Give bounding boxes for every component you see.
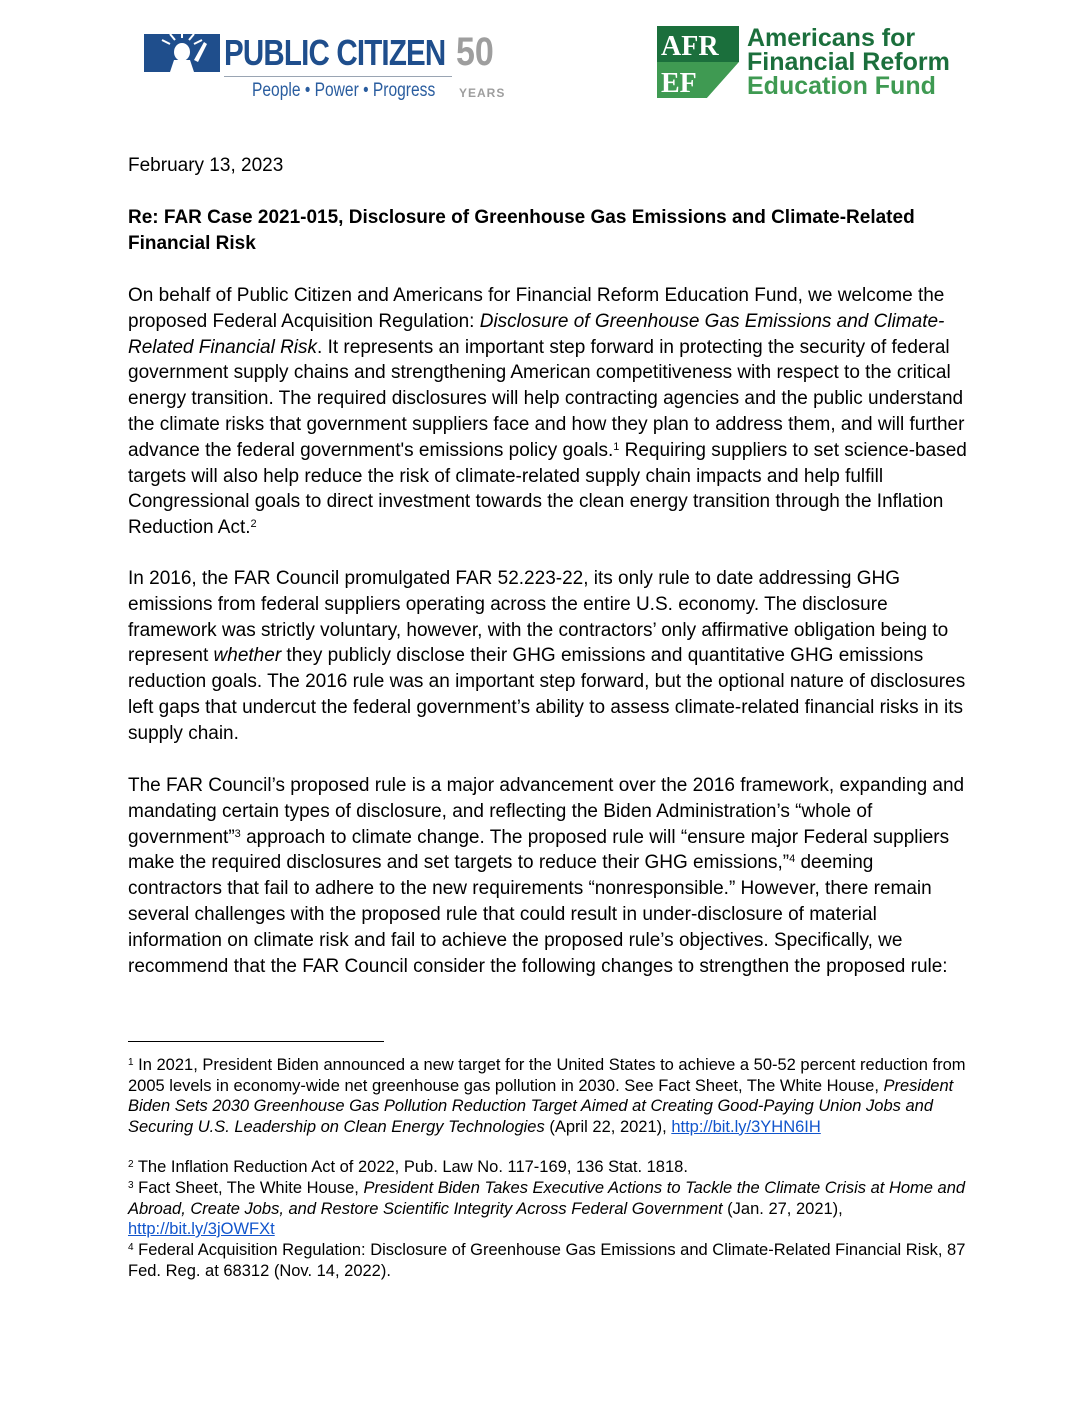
paragraph-2-emphasis: whether	[213, 645, 282, 667]
public-citizen-logo	[142, 26, 522, 106]
footnote-text: Federal Acquisition Regulation: Disclosure of Greenhouse Gas Emissions and Climate-Related Financial Risk, 87 Fed. Reg. at 68312 (Nov. 14, 2022).	[128, 1241, 966, 1280]
footnote-text: (Jan. 27, 2021),	[722, 1199, 843, 1218]
footnote-1	[128, 1055, 968, 1137]
statue-of-liberty-logo-icon	[144, 30, 220, 72]
afr-name-line-2: Financial Reform	[747, 48, 950, 76]
footnote-3-link[interactable]: http://bit.ly/3jOWFXt	[128, 1220, 275, 1238]
paragraph-1-text: On behalf of Public Citizen and Americans for Financial Reform Education Fund, we welcome the proposed Federal Acquisition Regulation:	[128, 285, 945, 332]
afr-logo-icon	[657, 26, 739, 98]
footnote-text: (April 22, 2021),	[544, 1117, 672, 1136]
footnote-ref-4[interactable]: 4	[789, 853, 796, 866]
paragraph-2	[128, 566, 968, 747]
paragraph-1	[128, 283, 968, 541]
footnote-3	[128, 1178, 968, 1240]
anniversary-number: 50	[456, 30, 494, 74]
paragraph-3	[128, 773, 968, 979]
letter-subject: Re: FAR Case 2021-015, Disclosure of Greenhouse Gas Emissions and Climate-Related Financial Risk	[128, 207, 915, 254]
paragraph-3-text: approach to climate change. The proposed rule will “ensure major Federal suppliers make the required disclosures and set targets to reduce their GHG emissions,”	[128, 826, 950, 874]
afr-box-bottom: EF	[661, 68, 697, 98]
afr-name-line-1: Americans for	[747, 24, 916, 52]
logo-divider	[224, 76, 452, 77]
public-citizen-tagline: People • Power • Progress	[252, 80, 436, 101]
paragraph-3-text: deeming contractors that fail to adhere to the new requirements “nonresponsible.” However, there remain several challenges with the proposed rule that could result in under-disclosure of material information on climate risk and fail to achieve the proposed rule’s objectives. Specifically, we recommend that the FAR Council consider the following changes to strengthen the proposed rule:	[128, 852, 948, 977]
paragraph-1-rule-title: Disclosure of Greenhouse Gas Emissions and Climate-Related Financial Risk	[128, 310, 945, 358]
footnote-number: 3	[128, 1180, 134, 1191]
footnote-separator	[128, 1041, 384, 1042]
anniversary-unit: YEARS	[459, 86, 506, 100]
footnote-title: President Biden Takes Executive Actions to Tackle the Climate Crisis at Home and Abroad, Create Jobs, and Restore Scientific Integrity Across Federal Government	[128, 1179, 966, 1218]
afr-box-top: AFR	[661, 31, 719, 62]
public-citizen-name: PUBLIC CITIZEN	[224, 32, 446, 73]
afr-education-fund-logo	[657, 26, 957, 102]
footnote-number: 2	[128, 1159, 134, 1170]
afr-name-line-3: Education Fund	[747, 72, 936, 100]
paragraph-1-text: Requiring suppliers to set science-based targets will also help reduce the risk of climate-related supply chain impacts and help fulfill Congressional goals to direct investment towards the clean energy transition through the Inflation Reduction Act.	[128, 439, 967, 539]
paragraph-3-text: The FAR Council’s proposed rule is a major advancement over the 2016 framework, expanding and mandating certain types of disclosure, and reflecting the Biden Administration’s “whole of government”	[128, 775, 965, 848]
paragraph-2-text: they publicly disclose their GHG emissions and quantitative GHG emissions reduction goals. The 2016 rule was an important step forward, but the optional nature of disclosures left gaps that undercut the federal government’s ability to assess climate-related financial risks in its supply chain.	[128, 645, 966, 744]
footnote-title: President Biden Sets 2030 Greenhouse Gas Pollution Reduction Target Aimed at Creating Good-Paying Union Jobs and Securing U.S. Leadership on Clean Energy Technologies	[128, 1076, 954, 1136]
footnote-1-link[interactable]: http://bit.ly/3YHN6IH	[671, 1117, 821, 1136]
footnote-text: The Inflation Reduction Act of 2022, Pub. Law No. 117-169, 136 Stat. 1818.	[133, 1158, 688, 1176]
letter-date: February 13, 2023	[128, 155, 284, 176]
footnote-number: 4	[128, 1242, 134, 1253]
footnote-text: In 2021, President Biden announced a new target for the United States to achieve a 50-52 percent reduction from 2005 levels in economy-wide net greenhouse gas pollution in 2030. See Fact Sheet, The White House,	[128, 1056, 966, 1095]
footnote-ref-1[interactable]: 1	[613, 440, 620, 453]
footnote-ref-3[interactable]: 3	[234, 827, 241, 840]
footnote-number: 1	[128, 1057, 134, 1068]
footnote-4	[128, 1240, 968, 1281]
footnote-text: Fact Sheet, The White House,	[133, 1179, 364, 1197]
paragraph-2-text: In 2016, the FAR Council promulgated FAR 52.223-22, its only rule to date addressing GHG emissions from federal suppliers operating across the entire U.S. economy. The disclosure framework was strictly voluntary, however, with the contractors’ only affirmative obligation being to represent	[128, 568, 949, 667]
footnote-2	[128, 1157, 968, 1178]
footnote-ref-2[interactable]: 2	[250, 518, 257, 531]
paragraph-1-text: . It represents an important step forward in protecting the security of federal government supply chains and strengthening American competitiveness with respect to the critical energy transition. The required disclosures will help contracting agencies and the public understand the climate risks that government suppliers face and how they plan to address them, and will further advance the federal government's emissions policy goals.	[128, 336, 965, 461]
